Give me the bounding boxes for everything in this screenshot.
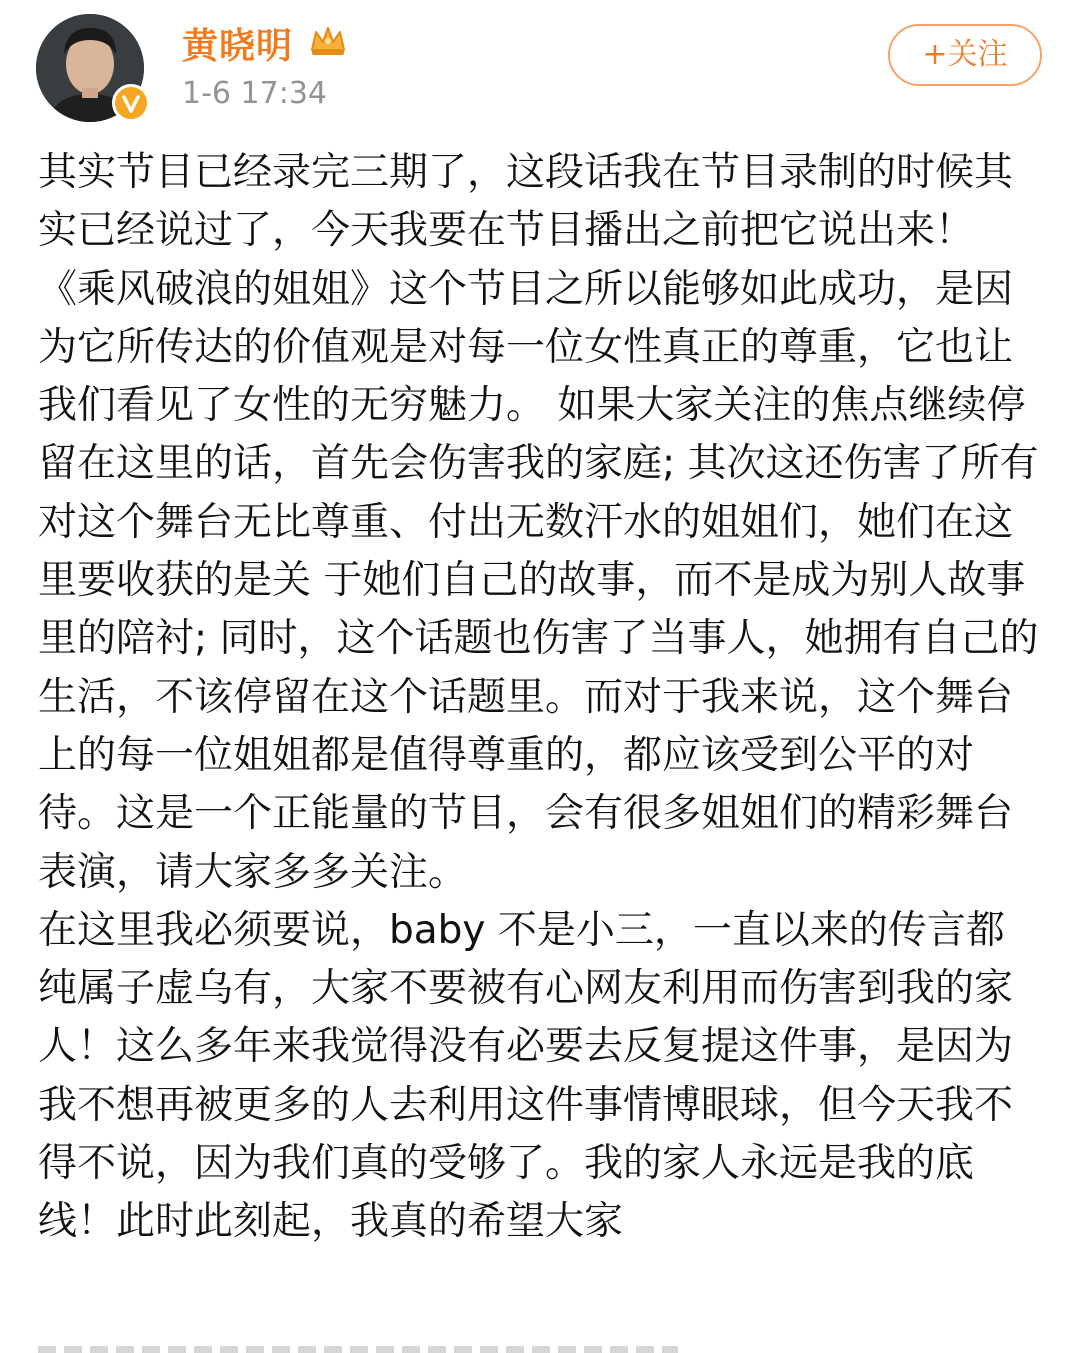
cut-off-text-line [38, 1346, 678, 1353]
follow-button[interactable]: +关注 [888, 24, 1042, 86]
post-paragraph-1: 其实节目已经录完三期了，这段话我在节目录制的时候其实已经说过了，今天我要在节目播出之前把它说出来！《乘风破浪的姐姐》这个节目之所以能够如此成功，是因为它所传达的价值观是对每一位女性真正的尊重，它也让我们看见了女性的无穷魅力。 如果大家关注的焦点继续停留在这里的话，首先会伤害我的家庭; 其次这还伤害了所有对这个舞台无比尊重、付出无数汗水的姐姐们，她们在这里要收获的是关 于她们自己的故事，而不是成为别人故事里的陪衬; 同时，这个话题也伤害了当事人，她拥有自己的生活，不该停留在这个话题里。而对于我来说，这个舞台上的每一位姐姐都是值得尊重的，都应该受到公平的对待。这是一个正能量的节目，会有很多姐姐们的精彩舞台表演，请大家多多关注。 [38, 150, 1039, 895]
verified-badge-icon [112, 84, 150, 122]
post-content [38, 144, 1042, 1252]
post-header [0, 0, 1080, 130]
author-name[interactable]: 黄晓明 [182, 26, 294, 67]
post-timestamp: 1-6 17:34 [182, 76, 327, 111]
post-paragraph-2: 在这里我必须要说，baby 不是小三，一直以来的传言都纯属子虚乌有，大家不要被有心网友利用而伤害到我的家人！这么多年来我觉得没有必要去反复提这件事，是因为我不想再被更多的人去利用这件事情博眼球，但今天我不得不说，因为我们真的受够了。我的家人永远是我的底线！此时此刻起，我真的希望大家 [38, 907, 1014, 1245]
crown-icon [308, 24, 348, 58]
